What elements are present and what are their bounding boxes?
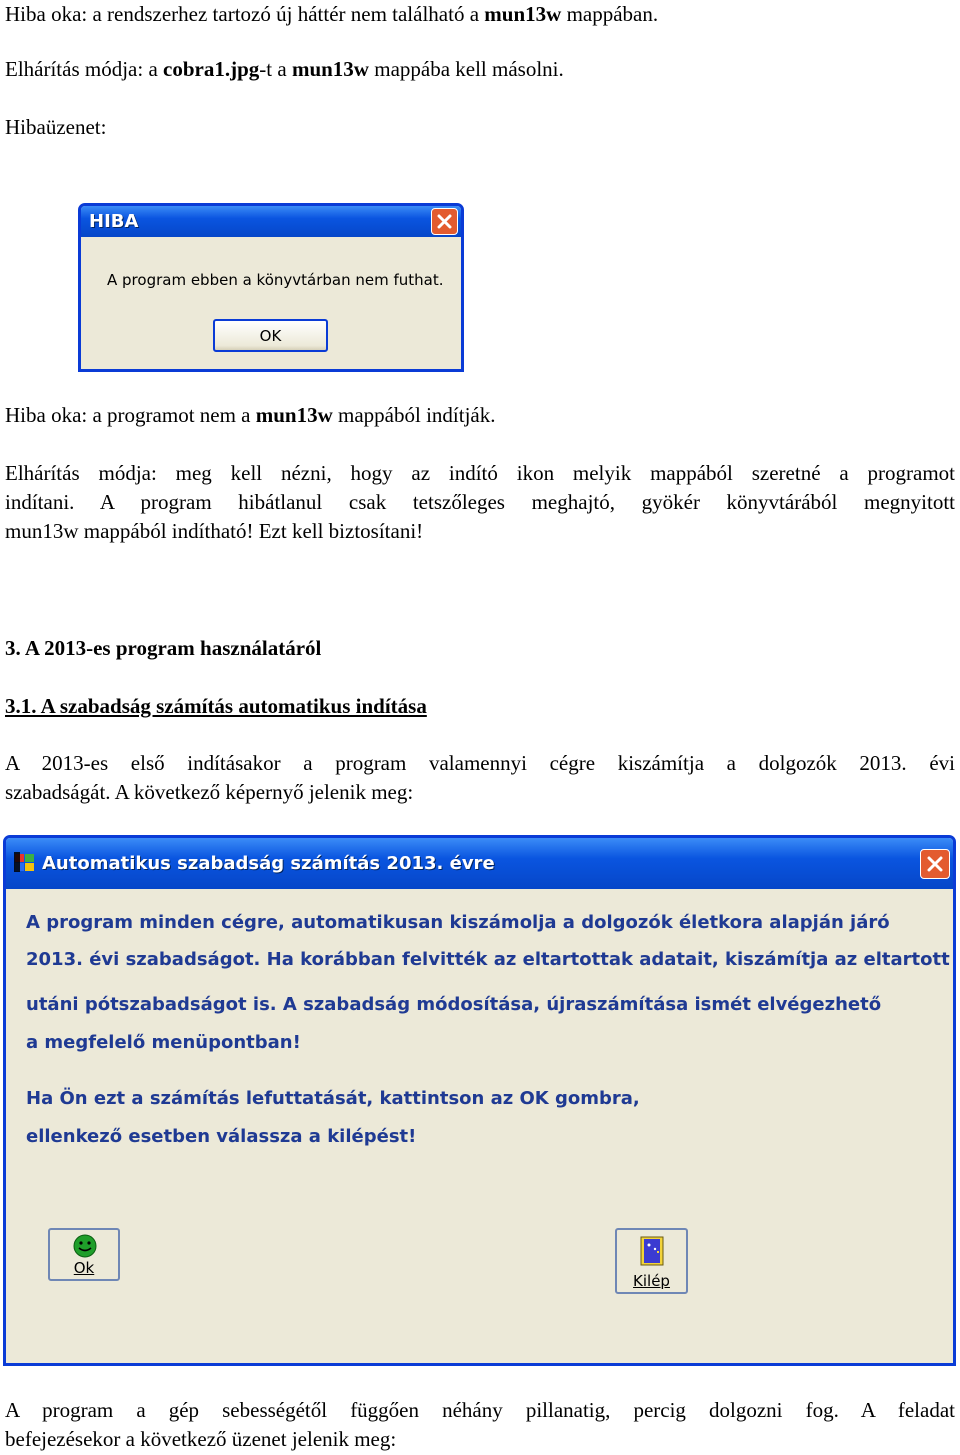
error-message-heading: Hibaüzenet: [5,115,107,139]
exit-button-label: Kilép [633,1272,670,1290]
intro-paragraph [5,749,955,807]
intro-paragraph-line-2: szabadságát. A következő képernyő jelenik meg: [5,780,414,804]
exit-door-icon [636,1235,668,1267]
dialog-text-line-4: a megfelelő menüpontban! [26,1032,301,1053]
fix-line-1-mid: -t a [259,57,292,81]
error-dialog-ok-button[interactable]: OK [213,319,328,352]
auto-calculation-title: Automatikus szabadság számítás 2013. évre [42,853,495,874]
section-3-heading: 3. A 2013-es program használatáról [5,636,322,660]
cause-line-2 [5,401,496,429]
fix-line-1-suffix: mappába kell másolni. [368,57,564,81]
fix-line-1-folder: mun13w [291,57,369,81]
fix-line-1 [5,55,564,83]
windows-app-icon [14,852,36,874]
cause-line-2-suffix: mappából indítják. [332,403,496,427]
dialog-text-line-3: utáni pótszabadságot is. A szabadság módosítása, újraszámítása ismét elvégezhető [26,994,882,1015]
fix-paragraph-2-line-1: Elhárítás módja: meg kell nézni, hogy az indító ikon melyik mappából szeretné a programot [5,461,955,485]
smiley-icon [73,1234,97,1258]
ok-button-label: Ok [73,1259,95,1277]
intro-paragraph-line-1: A 2013-es első indításakor a program valamennyi cégre kiszámítja a dolgozók 2013. évi [5,751,955,775]
close-icon [927,856,943,872]
error-dialog [78,203,464,372]
fix-paragraph-2-line-3: mun13w mappából indítható! Ezt kell biztosítani! [5,519,424,543]
closing-paragraph [5,1396,955,1454]
cause-line-1 [5,0,658,28]
error-dialog-close-button[interactable] [431,208,458,235]
error-dialog-titlebar [81,206,461,237]
closing-paragraph-line-2: befejezésekor a következő üzenet jelenik meg: [5,1427,397,1451]
cause-line-2-folder: mun13w [255,403,333,427]
ok-button[interactable] [48,1228,120,1281]
exit-button[interactable] [615,1228,688,1294]
close-icon [437,214,452,229]
dialog-text-line-1: A program minden cégre, automatikusan kiszámolja a dolgozók életkora alapján járó [26,912,890,933]
section-3-1-heading: 3.1. A szabadság számítás automatikus indítása [5,694,427,718]
cause-line-2-prefix: Hiba oka: a programot nem a [5,403,256,427]
fix-paragraph-2 [5,459,955,546]
auto-calculation-close-button[interactable] [920,849,950,879]
dialog-text-line-2: 2013. évi szabadságot. Ha korábban felvitték az eltartottak adatait, kiszámítja az eltartott [26,949,950,970]
auto-calculation-titlebar [6,838,953,889]
closing-paragraph-line-1: A program a gép sebességétől függően néhány pillanatig, percig dolgozni fog. A feladat [5,1398,955,1422]
fix-line-1-prefix: Elhárítás módja: a [5,57,164,81]
auto-calculation-dialog [3,835,956,1366]
fix-line-1-file: cobra1.jpg [163,57,260,81]
dialog-text-line-5: Ha Ön ezt a számítás lefuttatását, kattintson az OK gombra, [26,1088,640,1109]
error-dialog-message: A program ebben a könyvtárban nem futhat. [107,271,444,289]
cause-line-1-suffix: mappában. [561,2,659,26]
fix-paragraph-2-line-2: indítani. A program hibátlanul csak tetszőleges meghajtó, gyökér könyvtárából megnyitott [5,490,955,514]
cause-line-1-folder: mun13w [484,2,562,26]
error-dialog-title: HIBA [89,211,139,232]
cause-line-1-prefix: Hiba oka: a rendszerhez tartozó új háttér nem található a [5,2,485,26]
dialog-text-line-6: ellenkező esetben válassza a kilépést! [26,1126,417,1147]
